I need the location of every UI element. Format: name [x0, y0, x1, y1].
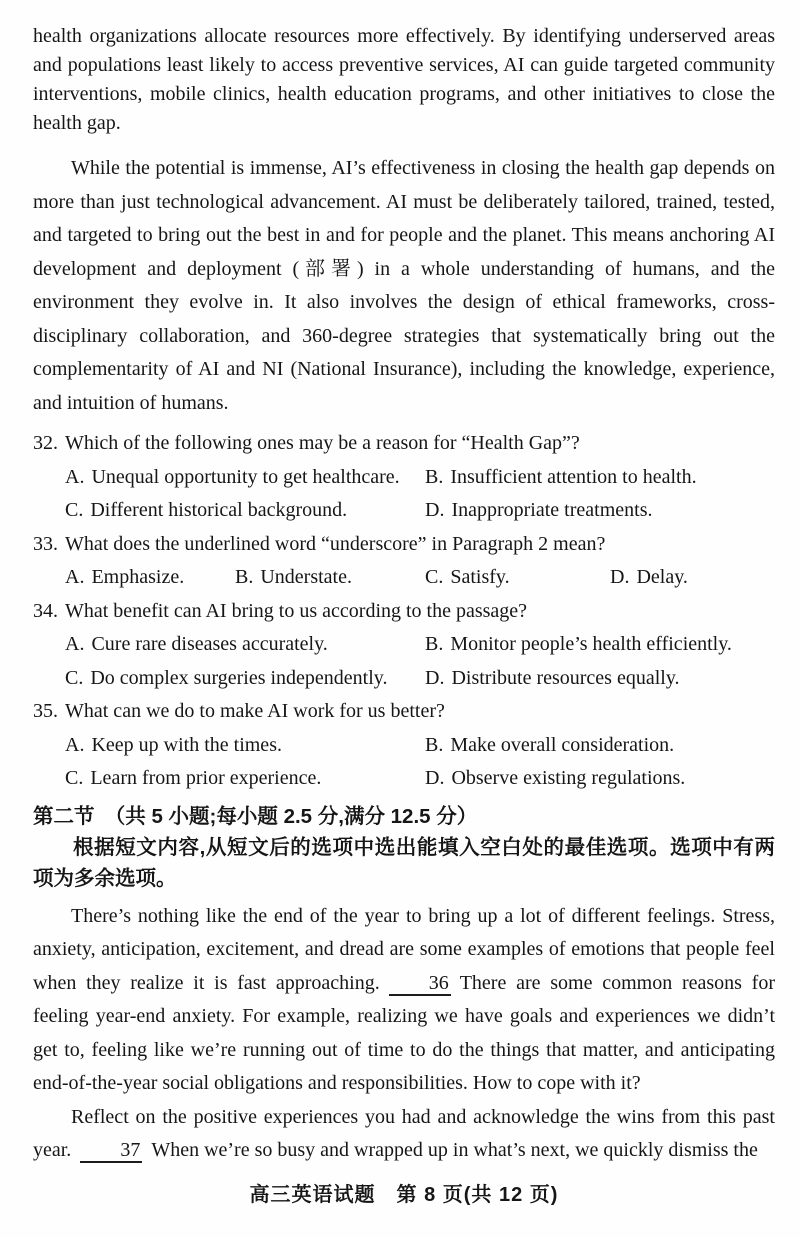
option-d: D. Inappropriate treatments. — [425, 499, 653, 521]
cloze-text: There’s nothing like the end of the year to bring up a lot of different feelings. Stress, anxiety, anticipation, excitement, and dread are some examples of emotions that people feel when they realize it is fast approaching. — [33, 904, 775, 994]
option-d: D. Distribute resources equally. — [425, 666, 680, 689]
question-stem — [33, 695, 775, 729]
section-2-heading: 第二节 （共 5 小题;每小题 2.5 分,满分 12.5 分） — [33, 804, 478, 828]
question-stem — [33, 528, 775, 562]
question-35 — [33, 695, 775, 796]
option-row — [33, 561, 775, 595]
question-number: 35. — [33, 700, 58, 722]
option-row — [33, 494, 775, 528]
cloze-blank-36: 36 — [389, 973, 451, 996]
option-c: C. Satisfy. — [425, 566, 510, 588]
option-row — [33, 729, 775, 763]
option-c: C. Different historical background. — [65, 499, 348, 521]
option-b: B. Make overall consideration. — [425, 733, 675, 756]
passage-paragraph-2: While the potential is immense, AI’s effectiveness in closing the health gap depends on more than just technological advancement. AI must be deliberately tailored, trained, tested, and targeted to bring out the best in and for people and the planet. This means anchoring AI development and deployment (部署) in a whole understanding of humans, and the environment they evolve in. It also involves the design of ethical frameworks, cross-disciplinary collaboration, and 360-degree strategies that systematically bring out the complementarity of AI and NI (National Insurance), including the knowledge, experience, and intuition of humans. — [33, 157, 775, 414]
question-33 — [33, 528, 775, 595]
cloze-blank-37: 37 — [80, 1140, 142, 1163]
section-2-instructions: 根据短文内容,从短文后的选项中选出能填入空白处的最佳选项。选项中有两项为多余选项。 — [33, 835, 775, 890]
option-d: D. Delay. — [610, 566, 688, 588]
question-text: Which of the following ones may be a reason for “Health Gap”? — [65, 432, 580, 454]
cloze-text: There are some common reasons for feeling year-end anxiety. For example, realizing we have goals and experiences we didn’t get to, feeling like we’re running out of time to do the things that matter, and anticipating end-of-the-year social obligations and responsibilities. How to cope with it? — [33, 971, 775, 1094]
question-32 — [33, 427, 775, 528]
question-text: What does the underlined word “underscore” in Paragraph 2 mean? — [65, 532, 606, 555]
question-number: 32. — [33, 432, 58, 454]
question-text: What benefit can AI bring to us according to the passage? — [65, 599, 528, 622]
option-a: A. Emphasize. — [65, 566, 185, 588]
option-c: C. Learn from prior experience. — [65, 767, 322, 789]
passage-paragraph-continuation: health organizations allocate resources more effectively. By identifying underserved areas and populations least likely to access preventive services, AI can guide targeted community interventions, mobile clinics, health education programs, and other initiatives to close the health gap. — [33, 25, 775, 134]
option-row — [33, 628, 775, 662]
cloze-text: When we’re so busy and wrapped up in what’s next, we quickly dismiss the — [151, 1139, 758, 1161]
cloze-paragraph-1 — [33, 900, 775, 1101]
question-stem — [33, 595, 775, 629]
option-b: B. Insufficient attention to health. — [425, 465, 697, 488]
question-text: What can we do to make AI work for us better? — [65, 700, 445, 722]
option-a: A. Keep up with the times. — [65, 733, 282, 756]
option-a: A. Unequal opportunity to get healthcare. — [65, 465, 400, 488]
reading-questions — [33, 427, 775, 796]
option-b: B. Monitor people’s health efficiently. — [425, 633, 732, 655]
option-row — [33, 461, 775, 495]
cloze-text: Reflect on the positive experiences you had and acknowledge the wins from this past year. — [33, 1105, 775, 1161]
option-a: A. Cure rare diseases accurately. — [65, 633, 328, 655]
question-34 — [33, 595, 775, 696]
option-c: C. Do complex surgeries independently. — [65, 666, 388, 689]
option-row — [33, 662, 775, 696]
cloze-paragraph-2 — [33, 1101, 775, 1168]
question-stem — [33, 427, 775, 461]
question-number: 33. — [33, 532, 58, 555]
option-d: D. Observe existing regulations. — [425, 767, 686, 789]
page-footer: 高三英语试题 第 8 页(共 12 页) — [249, 1183, 559, 1206]
question-number: 34. — [33, 599, 58, 622]
option-row — [33, 762, 775, 796]
option-b: B. Understate. — [235, 566, 352, 588]
